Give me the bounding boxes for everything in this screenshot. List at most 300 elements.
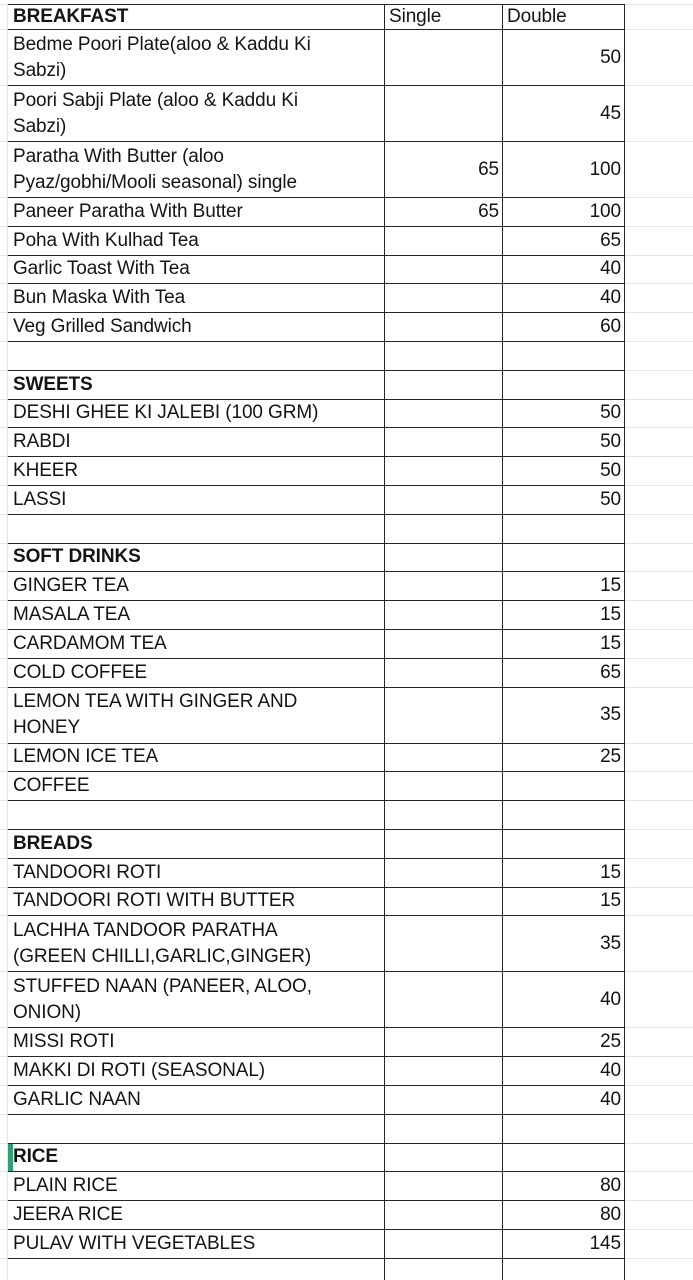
cell-text: 50 <box>600 46 621 68</box>
table-row <box>0 601 693 630</box>
cell-text: 60 <box>600 316 621 338</box>
single-price-cell[interactable] <box>385 601 503 630</box>
double-price-cell[interactable] <box>503 1144 625 1173</box>
right-gutter <box>625 1201 693 1230</box>
left-gutter <box>0 801 8 830</box>
cell-text: 15 <box>600 575 621 597</box>
cell-text: Paneer Paratha With Butter <box>13 200 243 222</box>
cell-text: TANDOORI ROTI WITH BUTTER <box>13 890 296 912</box>
left-gutter <box>0 1086 8 1115</box>
cell-text: LACHHA TANDOOR PARATHA (GREEN CHILLI,GARLIC,GINGER) <box>13 919 312 967</box>
double-price-cell[interactable] <box>503 1201 625 1230</box>
left-gutter <box>0 227 8 256</box>
double-price-cell[interactable] <box>503 486 625 515</box>
cell-text: MISSI ROTI <box>13 1031 115 1053</box>
right-gutter <box>625 916 693 972</box>
cell-text: 15 <box>600 890 621 912</box>
table-row <box>0 916 693 972</box>
section-header-row <box>0 544 693 573</box>
item-cell[interactable] <box>8 515 385 544</box>
double-price-cell[interactable] <box>503 284 625 313</box>
cell-text: Double <box>507 6 567 27</box>
item-cell[interactable] <box>8 1172 385 1201</box>
double-price-cell[interactable] <box>503 515 625 544</box>
left-gutter <box>0 1172 8 1201</box>
left-gutter <box>0 1230 8 1259</box>
left-gutter <box>0 400 8 429</box>
right-gutter <box>625 198 693 227</box>
left-gutter <box>0 457 8 486</box>
cell-text: CARDAMOM TEA <box>13 632 167 654</box>
single-price-cell[interactable] <box>385 544 503 573</box>
left-gutter <box>0 601 8 630</box>
item-cell[interactable] <box>8 859 385 888</box>
single-price-cell[interactable] <box>385 1028 503 1057</box>
item-cell[interactable] <box>8 888 385 917</box>
cell-text: BREADS <box>13 832 93 854</box>
cell-text: MASALA TEA <box>13 604 130 626</box>
left-gutter <box>0 1057 8 1086</box>
item-cell[interactable] <box>8 30 385 86</box>
table-row <box>0 859 693 888</box>
double-price-cell[interactable] <box>503 1057 625 1086</box>
table-row <box>0 1028 693 1057</box>
double-price-cell[interactable] <box>503 86 625 142</box>
single-price-cell[interactable] <box>385 830 503 859</box>
double-price-cell[interactable] <box>503 142 625 198</box>
cell-text: 50 <box>600 402 621 424</box>
table-row <box>0 256 693 285</box>
double-price-cell[interactable] <box>503 198 625 227</box>
right-gutter <box>625 972 693 1028</box>
cell-text: 25 <box>600 1031 621 1053</box>
cell-text: KHEER <box>13 460 78 482</box>
item-cell[interactable] <box>8 86 385 142</box>
cell-text: RABDI <box>13 431 71 453</box>
right-gutter <box>625 572 693 601</box>
right-gutter <box>625 859 693 888</box>
cell-text: Poori Sabji Plate (aloo & Kaddu Ki Sabzi) <box>13 89 298 137</box>
right-gutter <box>625 1230 693 1259</box>
cell-text: Poha With Kulhad Tea <box>13 229 199 251</box>
single-price-cell[interactable] <box>385 457 503 486</box>
cell-text: 80 <box>600 1204 621 1225</box>
left-gutter <box>0 572 8 601</box>
single-price-cell[interactable] <box>385 313 503 342</box>
left-gutter <box>0 256 8 285</box>
table-row <box>0 744 693 773</box>
table-row <box>0 1230 693 1259</box>
cell-text: 25 <box>600 746 621 768</box>
item-cell[interactable] <box>8 1086 385 1115</box>
item-cell[interactable] <box>8 198 385 227</box>
table-row <box>0 659 693 688</box>
cell-text: 65 <box>478 200 499 222</box>
cell-text: STUFFED NAAN (PANEER, ALOO, ONION) <box>13 975 312 1023</box>
left-gutter <box>0 371 8 400</box>
single-price-cell[interactable] <box>385 1201 503 1230</box>
single-price-cell[interactable] <box>385 256 503 285</box>
single-price-cell[interactable] <box>385 86 503 142</box>
item-cell[interactable] <box>8 544 385 573</box>
item-cell[interactable] <box>8 572 385 601</box>
double-price-cell[interactable] <box>503 400 625 429</box>
table-row <box>0 227 693 256</box>
single-price-cell[interactable] <box>385 515 503 544</box>
section-header-row <box>0 1144 693 1173</box>
cell-text: SOFT DRINKS <box>13 546 141 568</box>
table-row <box>0 457 693 486</box>
right-gutter <box>625 515 693 544</box>
left-gutter <box>0 86 8 142</box>
single-price-cell[interactable] <box>385 30 503 86</box>
right-gutter <box>625 227 693 256</box>
single-price-cell[interactable] <box>385 859 503 888</box>
double-price-cell[interactable] <box>503 1028 625 1057</box>
cell-text: PLAIN RICE <box>13 1175 118 1197</box>
double-price-cell[interactable] <box>503 1259 625 1280</box>
cell-text: PULAV WITH VEGETABLES <box>13 1232 256 1254</box>
table-row <box>0 888 693 917</box>
double-price-cell[interactable] <box>503 630 625 659</box>
item-cell[interactable] <box>8 371 385 400</box>
item-cell[interactable] <box>8 227 385 256</box>
right-gutter <box>625 371 693 400</box>
item-cell[interactable] <box>8 457 385 486</box>
cell-text: Bun Maska With Tea <box>13 287 186 309</box>
table-row <box>0 688 693 744</box>
item-cell[interactable] <box>8 601 385 630</box>
left-gutter <box>0 972 8 1028</box>
item-cell[interactable] <box>8 1259 385 1280</box>
table-row <box>0 198 693 227</box>
table-row <box>0 972 693 1028</box>
left-gutter <box>0 830 8 859</box>
single-price-cell[interactable] <box>385 227 503 256</box>
item-cell[interactable] <box>8 744 385 773</box>
left-gutter <box>0 630 8 659</box>
double-price-cell[interactable] <box>503 1230 625 1259</box>
cell-text: 35 <box>600 704 621 726</box>
cell-text: 100 <box>589 158 621 180</box>
item-cell[interactable] <box>8 256 385 285</box>
right-gutter <box>625 1057 693 1086</box>
single-price-cell[interactable] <box>385 688 503 744</box>
cell-text: TANDOORI ROTI <box>13 861 162 883</box>
item-cell[interactable] <box>8 916 385 972</box>
single-price-cell[interactable] <box>385 972 503 1028</box>
right-gutter <box>625 772 693 801</box>
double-price-cell[interactable] <box>503 830 625 859</box>
item-cell[interactable] <box>8 1144 385 1173</box>
cell-text: 65 <box>478 158 499 180</box>
cell-text: 50 <box>600 431 621 453</box>
right-gutter <box>625 486 693 515</box>
double-price-cell[interactable] <box>503 544 625 573</box>
left-gutter <box>0 1115 8 1144</box>
selection-cursor <box>8 1144 13 1172</box>
right-gutter <box>625 1144 693 1173</box>
left-gutter <box>0 744 8 773</box>
right-gutter <box>625 1259 693 1280</box>
item-cell[interactable] <box>8 142 385 198</box>
cell-text: 40 <box>600 1088 621 1110</box>
right-gutter <box>625 313 693 342</box>
left-gutter <box>0 284 8 313</box>
table-row <box>0 400 693 429</box>
single-price-cell[interactable] <box>385 1144 503 1173</box>
right-gutter <box>625 30 693 86</box>
cell-text: GARLIC NAAN <box>13 1088 141 1110</box>
cell-text: 45 <box>600 102 621 124</box>
item-cell[interactable] <box>8 428 385 457</box>
item-cell[interactable] <box>8 284 385 313</box>
cell-text: JEERA RICE <box>13 1204 123 1225</box>
single-price-cell[interactable] <box>385 284 503 313</box>
menu-table <box>0 4 693 1280</box>
left-gutter <box>0 1259 8 1280</box>
item-cell[interactable] <box>8 313 385 342</box>
single-price-cell[interactable] <box>385 572 503 601</box>
table-row <box>0 630 693 659</box>
double-price-cell[interactable] <box>503 4 625 30</box>
item-cell[interactable] <box>8 830 385 859</box>
double-price-cell[interactable] <box>503 371 625 400</box>
left-gutter <box>0 688 8 744</box>
double-price-cell[interactable] <box>503 801 625 830</box>
left-gutter <box>0 888 8 917</box>
single-price-cell[interactable] <box>385 342 503 371</box>
right-gutter <box>625 457 693 486</box>
right-gutter <box>625 284 693 313</box>
single-price-cell[interactable] <box>385 659 503 688</box>
item-cell[interactable] <box>8 1057 385 1086</box>
cell-text: LEMON TEA WITH GINGER AND HONEY <box>13 691 298 739</box>
item-cell[interactable] <box>8 342 385 371</box>
cell-text: RICE <box>13 1146 58 1168</box>
double-price-cell[interactable] <box>503 916 625 972</box>
cell-text: 15 <box>600 604 621 626</box>
double-price-cell[interactable] <box>503 688 625 744</box>
table-row <box>0 142 693 198</box>
empty-row <box>0 801 693 830</box>
left-gutter <box>0 544 8 573</box>
single-price-cell[interactable] <box>385 371 503 400</box>
left-gutter <box>0 198 8 227</box>
right-gutter <box>625 659 693 688</box>
double-price-cell[interactable] <box>503 888 625 917</box>
right-gutter <box>625 801 693 830</box>
single-price-cell[interactable] <box>385 428 503 457</box>
cell-text: GINGER TEA <box>13 575 129 597</box>
double-price-cell[interactable] <box>503 30 625 86</box>
cell-text: LASSI <box>13 488 67 510</box>
right-gutter <box>625 4 693 30</box>
left-gutter <box>0 313 8 342</box>
cell-text: 35 <box>600 932 621 954</box>
left-gutter <box>0 342 8 371</box>
single-price-cell[interactable] <box>385 1230 503 1259</box>
cell-text: 65 <box>600 661 621 683</box>
cell-text: 100 <box>589 200 621 222</box>
single-price-cell[interactable] <box>385 916 503 972</box>
table-row <box>0 1201 693 1230</box>
left-gutter <box>0 859 8 888</box>
cell-text: 40 <box>600 1060 621 1082</box>
cell-text: 50 <box>600 488 621 510</box>
left-gutter <box>0 1144 8 1173</box>
table-row <box>0 572 693 601</box>
right-gutter <box>625 888 693 917</box>
item-cell[interactable] <box>8 772 385 801</box>
left-gutter <box>0 142 8 198</box>
double-price-cell[interactable] <box>503 744 625 773</box>
double-price-cell[interactable] <box>503 572 625 601</box>
item-cell[interactable] <box>8 630 385 659</box>
right-gutter <box>625 342 693 371</box>
single-price-cell[interactable] <box>385 801 503 830</box>
single-price-cell[interactable] <box>385 1259 503 1280</box>
double-price-cell[interactable] <box>503 1086 625 1115</box>
single-price-cell[interactable] <box>385 1086 503 1115</box>
item-cell[interactable] <box>8 1230 385 1259</box>
item-cell[interactable] <box>8 1201 385 1230</box>
cell-text: Garlic Toast With Tea <box>13 258 190 280</box>
right-gutter <box>625 400 693 429</box>
item-cell[interactable] <box>8 1028 385 1057</box>
empty-row <box>0 342 693 371</box>
double-price-cell[interactable] <box>503 772 625 801</box>
single-price-cell[interactable] <box>385 1115 503 1144</box>
left-gutter <box>0 916 8 972</box>
left-gutter <box>0 30 8 86</box>
cell-text: MAKKI DI ROTI (SEASONAL) <box>13 1060 266 1082</box>
single-price-cell[interactable] <box>385 400 503 429</box>
section-header-row <box>0 371 693 400</box>
left-gutter <box>0 772 8 801</box>
table-row <box>0 486 693 515</box>
table-row <box>0 30 693 86</box>
cell-text: Paratha With Butter (aloo Pyaz/gobhi/Mooli seasonal) single <box>13 145 297 193</box>
single-price-cell[interactable] <box>385 772 503 801</box>
item-cell[interactable] <box>8 400 385 429</box>
table-row <box>0 772 693 801</box>
cell-text: Single <box>389 6 442 27</box>
single-price-cell[interactable] <box>385 1172 503 1201</box>
cell-text: 40 <box>600 258 621 280</box>
cell-text: COLD COFFEE <box>13 661 148 683</box>
section-title-cell[interactable] <box>8 4 385 30</box>
item-cell[interactable] <box>8 659 385 688</box>
right-gutter <box>625 630 693 659</box>
double-price-cell[interactable] <box>503 457 625 486</box>
right-gutter <box>625 1115 693 1144</box>
right-gutter <box>625 688 693 744</box>
cell-text: 50 <box>600 460 621 482</box>
empty-row <box>0 1259 693 1280</box>
table-row <box>0 1057 693 1086</box>
cell-text: 15 <box>600 632 621 654</box>
table-row <box>0 86 693 142</box>
single-price-cell[interactable] <box>385 4 503 30</box>
right-gutter <box>625 142 693 198</box>
table-row <box>0 1172 693 1201</box>
cell-text: DESHI GHEE KI JALEBI (100 GRM) <box>13 402 319 424</box>
table-row <box>0 428 693 457</box>
left-gutter <box>0 428 8 457</box>
cell-text: Bedme Poori Plate(aloo & Kaddu Ki Sabzi) <box>13 33 311 81</box>
single-price-cell[interactable] <box>385 744 503 773</box>
single-price-cell[interactable] <box>385 630 503 659</box>
single-price-cell[interactable] <box>385 888 503 917</box>
cell-text: COFFEE <box>13 775 90 797</box>
right-gutter <box>625 601 693 630</box>
right-gutter <box>625 1172 693 1201</box>
single-price-cell[interactable] <box>385 486 503 515</box>
right-gutter <box>625 428 693 457</box>
cell-text: 65 <box>600 229 621 251</box>
left-gutter <box>0 1028 8 1057</box>
cell-text: 80 <box>600 1175 621 1197</box>
double-price-cell[interactable] <box>503 859 625 888</box>
table-row <box>0 313 693 342</box>
right-gutter <box>625 830 693 859</box>
item-cell[interactable] <box>8 972 385 1028</box>
item-cell[interactable] <box>8 801 385 830</box>
single-price-cell[interactable] <box>385 142 503 198</box>
right-gutter <box>625 744 693 773</box>
item-cell[interactable] <box>8 688 385 744</box>
cell-text: 40 <box>600 988 621 1010</box>
double-price-cell[interactable] <box>503 601 625 630</box>
double-price-cell[interactable] <box>503 227 625 256</box>
right-gutter <box>625 1028 693 1057</box>
item-cell[interactable] <box>8 1115 385 1144</box>
double-price-cell[interactable] <box>503 1172 625 1201</box>
double-price-cell[interactable] <box>503 972 625 1028</box>
section-header-row <box>0 830 693 859</box>
cell-text: SWEETS <box>13 373 93 395</box>
double-price-cell[interactable] <box>503 256 625 285</box>
cell-text: LEMON ICE TEA <box>13 746 159 768</box>
left-gutter <box>0 1201 8 1230</box>
cell-text: Veg Grilled Sandwich <box>13 316 192 338</box>
left-gutter <box>0 486 8 515</box>
cell-text: 145 <box>589 1232 621 1254</box>
single-price-cell[interactable] <box>385 198 503 227</box>
table-row <box>0 284 693 313</box>
cell-text: BREAKFAST <box>13 6 129 27</box>
double-price-cell[interactable] <box>503 342 625 371</box>
right-gutter <box>625 544 693 573</box>
right-gutter <box>625 256 693 285</box>
right-gutter <box>625 1086 693 1115</box>
double-price-cell[interactable] <box>503 659 625 688</box>
left-gutter <box>0 4 8 30</box>
table-row <box>0 1086 693 1115</box>
double-price-cell[interactable] <box>503 313 625 342</box>
item-cell[interactable] <box>8 486 385 515</box>
empty-row <box>0 515 693 544</box>
left-gutter <box>0 515 8 544</box>
double-price-cell[interactable] <box>503 1115 625 1144</box>
cell-text: 15 <box>600 861 621 883</box>
right-gutter <box>625 86 693 142</box>
column-header-row <box>0 4 693 30</box>
empty-row <box>0 1115 693 1144</box>
double-price-cell[interactable] <box>503 428 625 457</box>
single-price-cell[interactable] <box>385 1057 503 1086</box>
